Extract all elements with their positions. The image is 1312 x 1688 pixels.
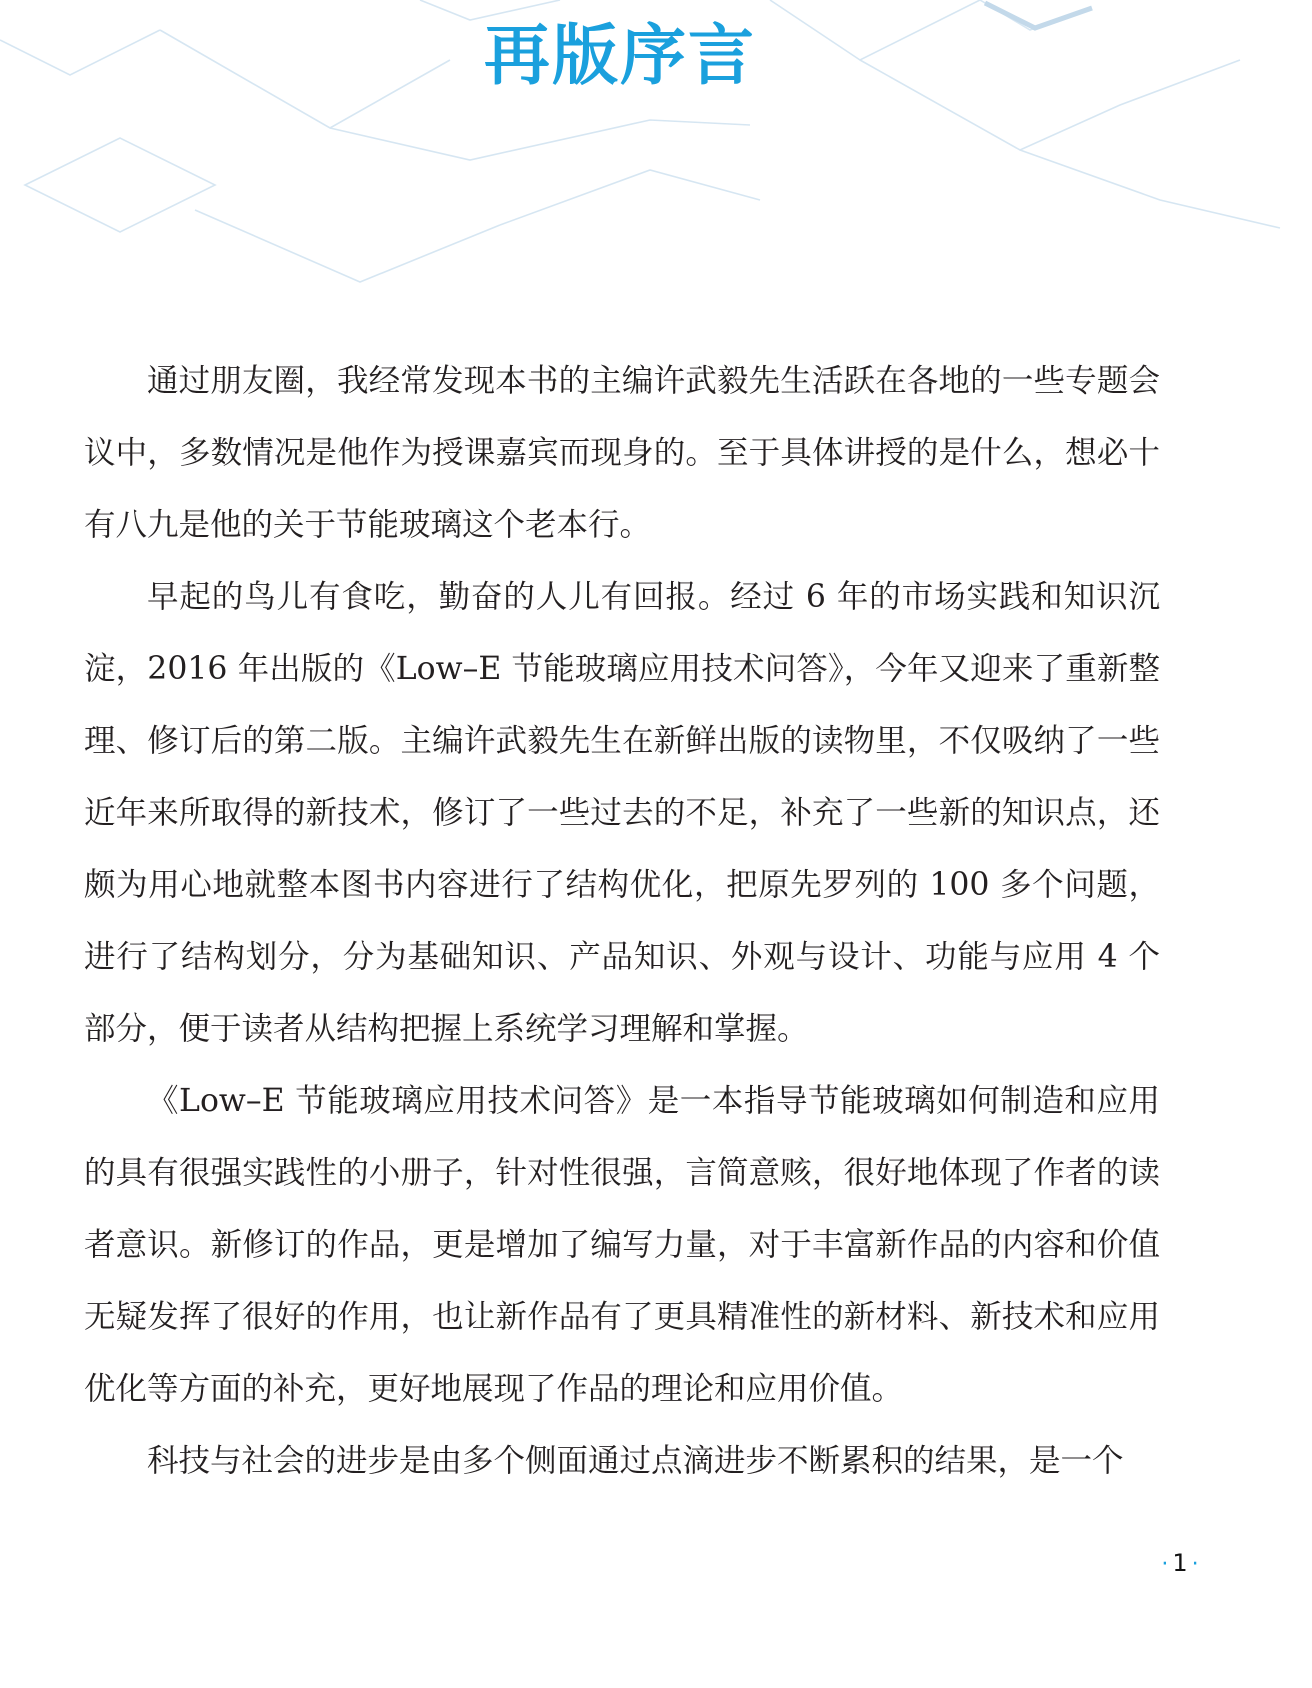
page-number-dot-left: ·	[1161, 1552, 1169, 1577]
paragraph: 通过朋友圈，我经常发现本书的主编许武毅先生活跃在各地的一些专题会议中，多数情况是他作为授课嘉宾而现身的。至于具体讲授的是什么，想必十有八九是他的关于节能玻璃这个老本行。	[84, 363, 1160, 543]
paragraph: 早起的鸟儿有食吃，勤奋的人儿有回报。经过 6 年的市场实践和知识沉淀，2016 年出版的《Low–E 节能玻璃应用技术问答》，今年又迎来了重新整理、修订后的第二版。主编许武毅先生在新鲜出版的读物里，不仅吸纳了一些近年来所取得的新技术，修订了一些过去的不足，补充了一些新的知识点，还颇为用心地就整本图书内容进行了结构优化，把原先罗列的 100 多个问题，进行了结构划分，分为基础知识、产品知识、外观与设计、功能与应用 4 个部分，便于读者从结构把握上系统学习理解和掌握。	[84, 579, 1160, 1047]
page-title: 再版序言	[484, 17, 756, 94]
body-text	[84, 345, 1160, 1497]
paragraph: 科技与社会的进步是由多个侧面通过点滴进步不断累积的结果，是一个	[147, 1443, 1124, 1479]
page-number	[1140, 1543, 1220, 1583]
page-number-dot-right: ·	[1191, 1552, 1199, 1577]
paragraph: 《Low–E 节能玻璃应用技术问答》是一本指导节能玻璃如何制造和应用的具有很强实践性的小册子，针对性很强，言简意赅，很好地体现了作者的读者意识。新修订的作品，更是增加了编写力量，对于丰富新作品的内容和价值无疑发挥了很好的作用，也让新作品有了更具精准性的新材料、新技术和应用优化等方面的补充，更好地展现了作品的理论和应用价值。	[84, 1083, 1160, 1407]
page-number-value: 1	[1172, 1549, 1188, 1577]
